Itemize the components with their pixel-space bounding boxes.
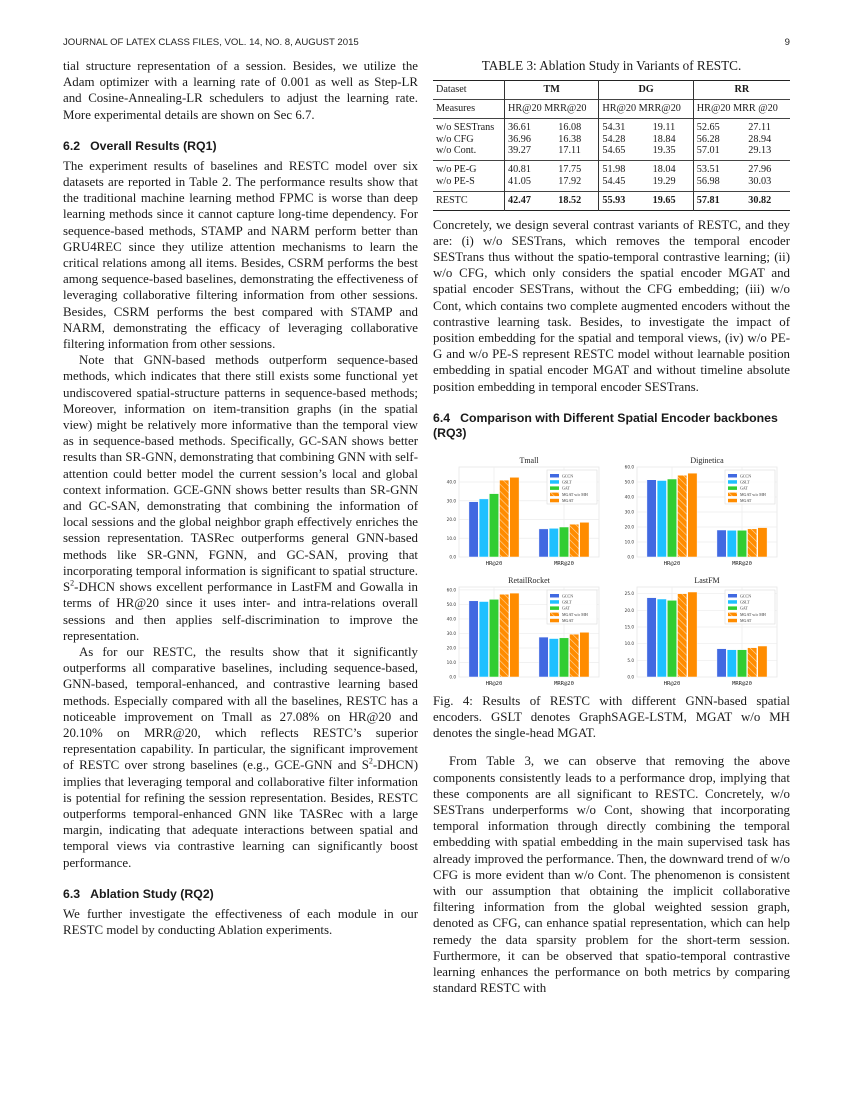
legend-label: MGAT w/o MH (740, 611, 766, 617)
table-cell: 36.61 (504, 118, 544, 133)
table-row (433, 191, 790, 210)
row-label: w/o PE-G (433, 161, 504, 176)
x-tick-label: MRR@20 (732, 680, 752, 687)
legend-swatch (728, 612, 737, 616)
y-tick-label: 30.0 (446, 498, 456, 504)
chart-panel (611, 453, 789, 573)
table-cell: 17.75 (544, 161, 599, 176)
table-cell: 54.31 (599, 118, 639, 133)
bar-gccn-hr20 (469, 601, 478, 677)
header-measures: HR@20 MRR @20 (693, 100, 790, 119)
legend-swatch (550, 492, 559, 496)
table-row (433, 176, 790, 191)
legend-swatch (728, 492, 737, 496)
y-tick-label: 5.0 (627, 657, 634, 663)
legend-label: MGAT w/o MH (740, 491, 766, 497)
header-dataset: RR (693, 81, 790, 100)
table-cell: 53.51 (693, 161, 734, 176)
table-cell: 30.82 (734, 191, 790, 210)
table-cell: 57.01 (693, 145, 734, 160)
y-tick-label: 0.0 (449, 554, 456, 560)
chart-panel (433, 573, 611, 693)
row-label: w/o CFG (436, 133, 474, 145)
bar-gat-mrr20 (559, 638, 568, 677)
table-cell: 40.81 (504, 161, 544, 176)
table-cell: 57.81 (693, 191, 734, 210)
legend-label: GAT (740, 485, 748, 491)
y-tick-label: 20.0 (624, 524, 634, 530)
table-cell: 52.65 (693, 118, 734, 133)
text-span: -DHCN) implies that leveraging temporal and collaborative filter information is potential for refining the session representation. Besides, RESTC outperforms temporal-enhanced GNN like TASRec with a large margin, indicating that adequate interactions between spatial and temporal views via contrastive learning can significantly boost performance. (63, 758, 418, 870)
bar-gccn-hr20 (647, 480, 656, 557)
y-tick-label: 25.0 (624, 590, 634, 596)
table-cell: 27.96 (734, 161, 790, 176)
table-cell: 19.35 (652, 145, 676, 157)
bar-mgat-w-o-mh-hr20 (678, 475, 687, 557)
figure-4 (433, 453, 790, 693)
y-tick-label: 30.0 (446, 630, 456, 636)
legend-swatch (550, 499, 559, 503)
chart-title: Tmall (519, 455, 539, 465)
legend-label: GCCN (562, 593, 574, 599)
bar-gccn-mrr20 (717, 530, 726, 557)
chart-panel (611, 573, 789, 693)
x-tick-label: MRR@20 (554, 680, 574, 687)
y-tick-label: 40.0 (446, 479, 456, 485)
header-dataset-label: Dataset (436, 84, 467, 96)
ablation-table (433, 80, 790, 210)
legend-label: GAT (740, 605, 748, 611)
section-number: 6.3 (63, 886, 81, 901)
table-cell: 56.98 (693, 176, 734, 191)
table-cell: 16.08 (544, 118, 599, 133)
bar-gccn-mrr20 (717, 648, 726, 676)
y-tick-label: 50.0 (446, 601, 456, 607)
header-measures-label: Measures (433, 100, 504, 119)
section-title: Ablation Study (RQ2) (90, 886, 214, 901)
bar-mgat-hr20 (510, 593, 519, 677)
legend-label: GCCN (562, 473, 574, 479)
legend-swatch (550, 612, 559, 616)
table-row (433, 118, 790, 133)
section-number: 6.2 (63, 138, 81, 153)
table-cell: 19.29 (652, 175, 676, 187)
x-tick-label: MRR@20 (554, 560, 574, 567)
bar-gccn-hr20 (647, 597, 656, 676)
legend-label: GSLT (562, 599, 572, 605)
legend-label: MGAT (562, 497, 574, 503)
y-tick-label: 60.0 (624, 464, 634, 470)
table-cell: 30.03 (748, 175, 772, 187)
chart-lastfm (611, 573, 789, 693)
legend-swatch (728, 474, 737, 478)
x-tick-label: HR@20 (485, 680, 503, 687)
y-tick-label: 0.0 (627, 554, 634, 560)
chart-diginetica (611, 453, 789, 573)
text-span: As for our RESTC, the results show that it significantly outperforms all comparative baselines, including sequence-based, GNN-based, temporal-enhanced, and contrastive learning based methods. Especially compared with all the baselines, RESTC has a noticeable improvement on Tmall as 27.08% on HR@20 and 20.10% on MRR@20, which reflects RESTC’s superior representation capability. In particular, the significant improvement of RESTC over strong baselines (e.g., GCE-GNN and S (63, 644, 418, 773)
legend-label: MGAT (740, 497, 752, 503)
overall-results-paragraph-1: The experiment results of baselines and RESTC model over six datasets are reported in Table 2. The performance results show that the traditional machine learning method FPMC is worse than deep learning methods since it cannot capture long-time dependency. For sequence-based methods, STAMP and NARM perform better than GRU4REC since they utilize attention mechanisms to learn the critical relations among all items. Besides, CSRM performs the best among sequence-based baselines, demonstrating the effectiveness of leveraging collaborative filtering information from other sessions. Besides, CSRM performs the best compared with STAMP and NARM, demonstrating the efficacy of leveraging collaborative filtering information from other sessions. (63, 158, 418, 352)
table-cell: 42.47 (504, 191, 544, 210)
table-cell: 29.13 (748, 145, 772, 157)
header-measures: HR@20 MRR@20 (599, 100, 693, 119)
legend-label: GSLT (740, 599, 750, 605)
x-tick-label: MRR@20 (732, 560, 752, 567)
legend-swatch (550, 606, 559, 610)
figure-caption: Fig. 4: Results of RESTC with different GNN-based spatial encoders. GSLT denotes GraphSAGE-LSTM, MGAT w/o MH denotes the single-head MGAT. (433, 693, 790, 741)
bar-mgat-mrr20 (758, 646, 767, 677)
bar-gslt-mrr20 (549, 528, 558, 557)
y-tick-label: 20.0 (446, 645, 456, 651)
variants-paragraph: Concretely, we design several contrast variants of RESTC, and they are: (i) w/o SESTrans, which removes the temporal encoder SESTrans thus without the spatio-temporal contrastive learning; (ii) w/o CFG, which only considers the spatial encoder MGAT and spatial encoder SESTrans, without the CFG embedding; (iii) w/o Cont, which contains two complete augmented encoders without the contrastive learning task. Besides, to investigate the impact of position embedding for the spatial and temporal views, (iv) w/o PE-G and w/o PE-S represent RESTC model without learnable position embedding in spatial encoder MGAT and without timeline absolute position embedding in temporal encoder SESTrans. (433, 217, 790, 394)
bar-gslt-mrr20 (727, 530, 736, 557)
section-title: Comparison with Different Spatial Encoder backbones (RQ3) (433, 410, 778, 440)
table-cell: 54.45 (599, 176, 639, 191)
table-cell: 17.92 (558, 175, 582, 187)
row-label: w/o Cont. (436, 145, 477, 157)
table-cell: 36.96 (504, 134, 544, 146)
legend-label: GSLT (740, 479, 750, 485)
y-tick-label: 10.0 (624, 539, 634, 545)
table-cell: 19.65 (639, 191, 694, 210)
table-cell: 27.11 (734, 118, 790, 133)
chart-title: RetailRocket (508, 575, 550, 585)
table-cell: 16.38 (558, 133, 582, 145)
header-measures: HR@20 MRR@20 (504, 100, 598, 119)
table-cell: 19.11 (639, 118, 694, 133)
y-tick-label: 10.0 (446, 535, 456, 541)
right-column (433, 58, 790, 996)
ablation-discussion-paragraph: From Table 3, we can observe that removing the above components consistently leads to a performance drop, implying that these components are all significant to RESTC. Concretely, w/o SESTrans underperforms w/o Cont, showing that incorporating temporal information through directly combining the temporal embedding with spatial embedding in the main supervised task has already improved the performance. Then, the downward trend of w/o CFG is more evident than w/o Cont. The phenomenon is consistent with our assumption that obtaining the implicit collaborative filtering information from the global weighted session graph, denoted as CFG, can enhance spatial representation, which can help remedy the data sparsity problem for the short-term session. Furthermore, it can be observed that spatio-temporal contrastive learning enhances the performance on both metrics by comparing standard RESTC with (433, 754, 790, 996)
table-cell: 54.65 (599, 145, 639, 160)
bar-gslt-hr20 (479, 499, 488, 557)
chart-title: Diginetica (690, 455, 724, 465)
legend-swatch (728, 600, 737, 604)
text-span: -DHCN shows excellent performance in LastFM and Gowalla in terms of HR@20 since it uses inter- and intra-relations overall sessions and then applies self-discrimination to improve the representation. (63, 580, 418, 643)
bar-mgat-mrr20 (580, 632, 589, 677)
y-tick-label: 30.0 (624, 509, 634, 515)
legend-label: GCCN (740, 593, 752, 599)
bar-gat-hr20 (489, 493, 498, 556)
superscript: 2 (368, 757, 373, 767)
bar-gslt-hr20 (657, 599, 666, 677)
legend-label: GSLT (562, 479, 572, 485)
overall-results-paragraph-3 (63, 644, 418, 871)
bar-mgat-w-o-mh-mrr20 (748, 647, 757, 676)
bar-gslt-mrr20 (549, 638, 558, 676)
text-span: Note that GNN-based methods outperform sequence-based methods, which indicates that there still exists some functional yet undiscovered spatial-structure patterns in sequence-based methods; Moreover, information on item-transition graphs (in the spatial view) might be relatively more informative than the temporal view as in sequence-based methods. Specifically, GC-SAN shows better results than SR-GNN, demonstrating that combining GNN with self-attention could better model the current session’s local and global context information. GCE-GNN shows better results than SR-GNN and GC-SAN, demonstrating that combining the information of local sessions and the global neighbor graph effectively enriches the session representation. TASRec outperforms general GNN-based methods like SR-GNN, FGNN, and GC-SAN, proving that incorporating temporal information is significant to spatial structure. S (63, 353, 418, 595)
legend-label: MGAT w/o MH (562, 611, 588, 617)
y-tick-label: 40.0 (624, 494, 634, 500)
y-tick-label: 40.0 (446, 616, 456, 622)
row-label: RESTC (433, 191, 504, 210)
ablation-paragraph: We further investigate the effectiveness of each module in our RESTC model by conducting Ablation experiments. (63, 906, 418, 937)
table-header-row (433, 81, 790, 100)
bar-mgat-w-o-mh-mrr20 (570, 524, 579, 557)
bar-mgat-mrr20 (758, 527, 767, 556)
x-tick-label: HR@20 (663, 680, 681, 687)
y-tick-label: 60.0 (446, 587, 456, 593)
chart-title: LastFM (694, 575, 720, 585)
bar-gat-hr20 (489, 599, 498, 677)
legend-swatch (728, 619, 737, 623)
bar-mgat-w-o-mh-hr20 (678, 593, 687, 676)
overall-results-paragraph-2 (63, 352, 418, 644)
table-cell: 18.84 (652, 133, 676, 145)
chart-retailrocket (433, 573, 611, 693)
superscript: 2 (70, 578, 75, 588)
legend-label: MGAT w/o MH (562, 491, 588, 497)
y-tick-label: 20.0 (446, 516, 456, 522)
section-6-2-heading (63, 139, 418, 154)
row-label: w/o SESTrans (433, 118, 504, 133)
legend-swatch (550, 594, 559, 598)
bar-gat-mrr20 (737, 649, 746, 676)
table-cell: 54.28 (599, 134, 639, 146)
bar-gccn-hr20 (469, 502, 478, 557)
bar-gslt-hr20 (657, 480, 666, 557)
table-cell: 28.94 (748, 133, 772, 145)
chart-tmall (433, 453, 611, 573)
x-tick-label: HR@20 (485, 560, 503, 567)
bar-gat-hr20 (667, 600, 676, 677)
bar-gat-hr20 (667, 479, 676, 557)
y-tick-label: 0.0 (627, 674, 634, 680)
chart-panel (433, 453, 611, 573)
table-row (433, 161, 790, 176)
legend-label: GCCN (740, 473, 752, 479)
bar-mgat-hr20 (688, 473, 697, 557)
header-dataset: DG (599, 81, 693, 100)
table-row (433, 134, 790, 146)
intro-paragraph: tial structure representation of a session. Besides, we utilize the Adam optimizer with a learning rate of 0.001 as well as Step-LR and Cosine-Annealing-LR schedulers to adjust the learning rate. More experimental details are shown on Sec 6.7. (63, 59, 418, 122)
bar-gslt-mrr20 (727, 649, 736, 676)
bar-gccn-mrr20 (539, 529, 548, 557)
table-cell: 56.28 (693, 134, 734, 146)
header-dataset: TM (504, 81, 598, 100)
bar-mgat-hr20 (688, 592, 697, 677)
bar-mgat-w-o-mh-mrr20 (748, 529, 757, 557)
y-tick-label: 20.0 (624, 607, 634, 613)
bar-mgat-mrr20 (580, 522, 589, 557)
legend-swatch (728, 606, 737, 610)
legend-label: GAT (562, 485, 570, 491)
bar-mgat-w-o-mh-hr20 (500, 594, 509, 677)
legend-swatch (550, 619, 559, 623)
legend-swatch (550, 480, 559, 484)
journal-title: JOURNAL OF LATEX CLASS FILES, VOL. 14, NO. 8, AUGUST 2015 (63, 37, 359, 48)
y-tick-label: 50.0 (624, 479, 634, 485)
legend-label: MGAT (740, 617, 752, 623)
y-tick-label: 10.0 (446, 659, 456, 665)
legend-swatch (728, 594, 737, 598)
section-number: 6.4 (433, 410, 451, 425)
running-header (63, 37, 790, 48)
bar-gslt-hr20 (479, 601, 488, 676)
bar-mgat-w-o-mh-mrr20 (570, 634, 579, 677)
page-number: 9 (784, 37, 790, 48)
legend-swatch (728, 480, 737, 484)
section-title: Overall Results (RQ1) (90, 138, 217, 153)
table-cell: 18.04 (639, 161, 694, 176)
section-6-4-heading (433, 411, 790, 441)
table-measures-row (433, 100, 790, 119)
section-6-3-heading (63, 887, 418, 902)
bar-mgat-hr20 (510, 477, 519, 557)
bar-gat-mrr20 (737, 530, 746, 557)
y-tick-label: 15.0 (624, 624, 634, 630)
bar-mgat-w-o-mh-hr20 (500, 480, 509, 557)
table-row (433, 145, 790, 160)
y-tick-label: 10.0 (624, 640, 634, 646)
legend-swatch (550, 474, 559, 478)
y-tick-label: 0.0 (449, 674, 456, 680)
legend-label: MGAT (562, 617, 574, 623)
table-cell: 17.11 (558, 145, 581, 157)
row-label: w/o PE-S (436, 175, 475, 187)
table-caption: TABLE 3: Ablation Study in Variants of RESTC. (481, 58, 742, 73)
legend-label: GAT (562, 605, 570, 611)
legend-swatch (550, 486, 559, 490)
x-tick-label: HR@20 (663, 560, 681, 567)
table-cell: 39.27 (504, 145, 544, 160)
left-column (63, 58, 418, 938)
table-cell: 41.05 (504, 176, 544, 191)
legend-swatch (728, 499, 737, 503)
legend-swatch (728, 486, 737, 490)
legend-swatch (550, 600, 559, 604)
table-cell: 55.93 (599, 191, 639, 210)
bar-gccn-mrr20 (539, 637, 548, 677)
bar-gat-mrr20 (559, 527, 568, 557)
table-cell: 18.52 (544, 191, 599, 210)
table-cell: 51.98 (599, 161, 639, 176)
